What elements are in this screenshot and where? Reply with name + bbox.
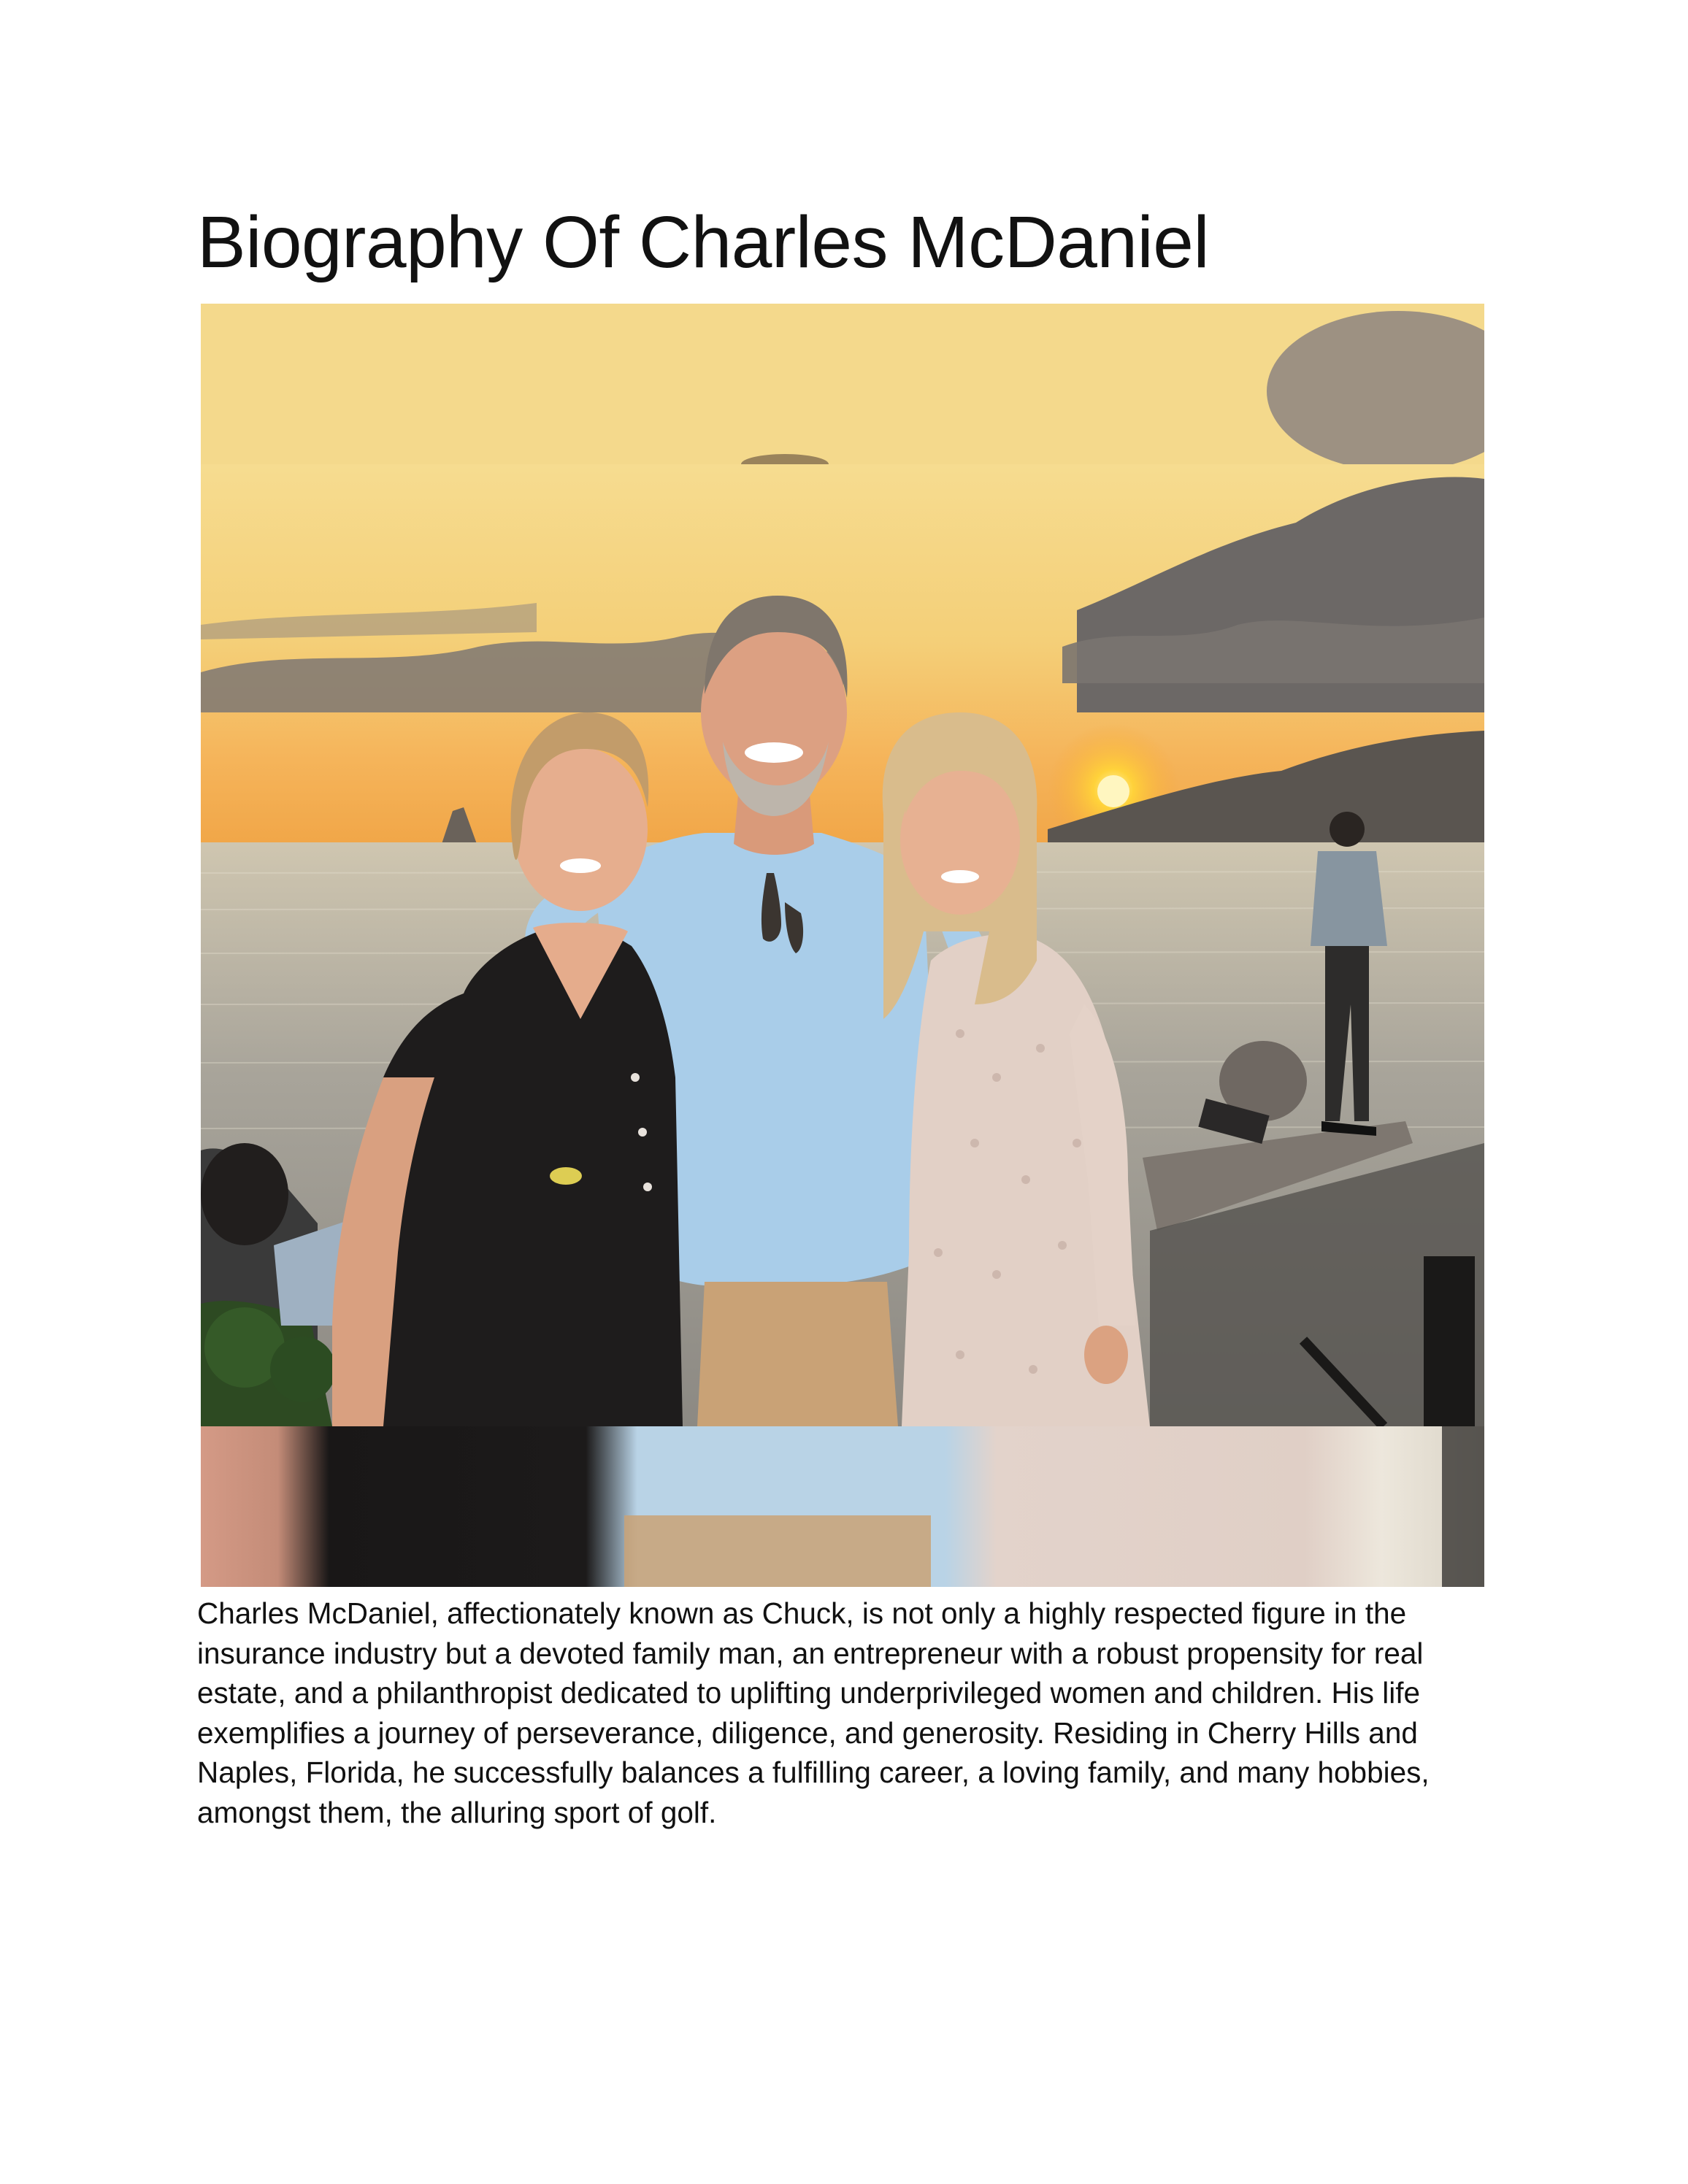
family-photo (201, 304, 1484, 1587)
page-title: Biography Of Charles McDaniel (197, 201, 1210, 283)
biography-paragraph: Charles McDaniel, affectionately known as Chuck, is not only a highly respected figure in the insurance industry but a devoted family man, an entrepreneur with a robust propensity for real estate, and a philanthropist dedicated to uplifting underprivileged women and children. His life exemplifies a journey of perseverance, diligence, and generosity. Residing in Cherry Hills and Naples, Florida, he successfully balances a fulfilling career, a loving family, and many hobbies, amongst them, the alluring sport of golf. (197, 1596, 1430, 1829)
